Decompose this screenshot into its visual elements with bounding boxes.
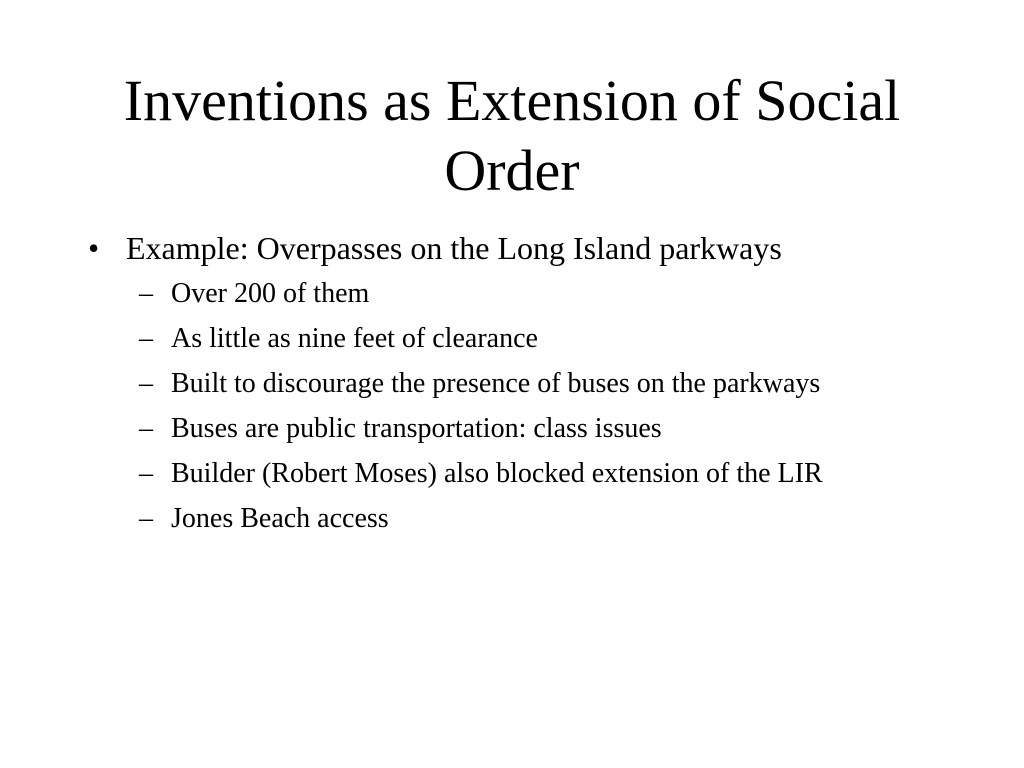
- dash-icon: –: [139, 368, 153, 399]
- sub-bullet-list: [126, 276, 938, 537]
- slide-title: Inventions as Extension of Social Order: [123, 68, 901, 203]
- sub-bullet-text: Over 200 of them: [171, 278, 370, 309]
- dash-icon: –: [139, 458, 153, 489]
- sub-bullet-item: [126, 321, 938, 357]
- bullet-item: [88, 226, 938, 537]
- sub-bullet-item: [126, 366, 938, 402]
- bullet-icon: •: [88, 230, 100, 266]
- dash-icon: –: [139, 278, 153, 309]
- sub-bullet-text: Built to discourage the presence of buses on the parkways: [171, 368, 821, 399]
- sub-bullet-text: Jones Beach access: [171, 503, 389, 534]
- sub-bullet-item: [126, 456, 938, 492]
- sub-bullet-item: [126, 276, 938, 312]
- sub-bullet-item: [126, 501, 938, 537]
- bullet-list: [88, 226, 938, 546]
- dash-icon: –: [139, 323, 153, 354]
- sub-bullet-text: Builder (Robert Moses) also blocked extension of the LIR: [171, 458, 823, 489]
- sub-bullet-item: [126, 411, 938, 447]
- bullet-text: Example: Overpasses on the Long Island parkways: [126, 230, 782, 266]
- sub-bullet-text: Buses are public transportation: class issues: [171, 413, 662, 444]
- dash-icon: –: [139, 413, 153, 444]
- dash-icon: –: [139, 503, 153, 534]
- sub-bullet-text: As little as nine feet of clearance: [171, 323, 538, 354]
